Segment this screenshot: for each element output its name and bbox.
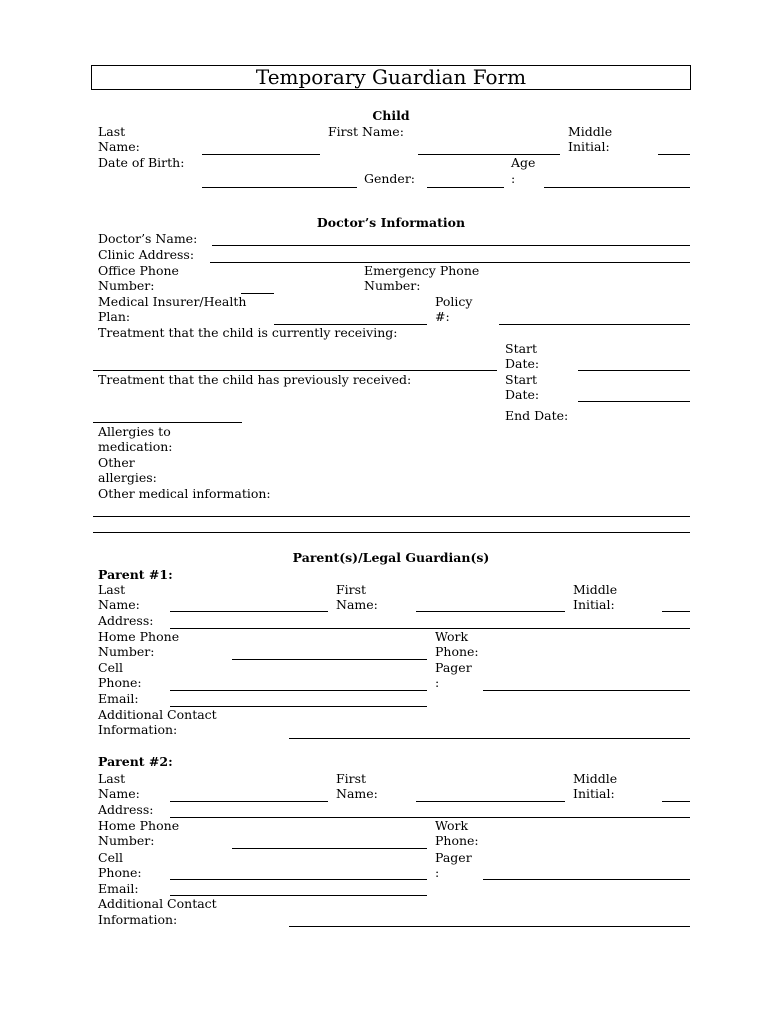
parent1-last-label: Last (98, 582, 126, 597)
insurer-plan-label: Plan: (98, 309, 131, 324)
parent1-cell-phone-field[interactable] (170, 690, 427, 691)
child-gender-field[interactable] (427, 187, 504, 188)
doctor-name-field[interactable] (212, 245, 690, 246)
current-start-label: Start (505, 341, 538, 356)
parent1-heading: Parent #1: (98, 567, 173, 582)
parent2-name-label: Name: (98, 786, 140, 801)
parent1-first-name-label: Name: (336, 597, 378, 612)
parent2-work-phone-label: Phone: (435, 833, 479, 848)
child-heading: Child (372, 108, 410, 123)
child-last-name-field[interactable] (202, 154, 320, 155)
child-dob-label: Date of Birth: (98, 155, 185, 170)
previous-treatment-field[interactable] (93, 422, 242, 423)
insurer-label: Medical Insurer/Health (98, 294, 247, 309)
parent2-pager-label: Pager (435, 850, 472, 865)
parent1-initial-label: Initial: (573, 597, 615, 612)
child-last-label: Last (98, 124, 126, 139)
parent2-home-phone-label: Home Phone (98, 818, 180, 833)
parent2-additional-field[interactable] (289, 926, 690, 927)
parent2-pager-colon: : (435, 865, 440, 880)
parent2-middle-initial-field[interactable] (662, 801, 690, 802)
child-gender-label: Gender: (364, 171, 416, 186)
parent1-email-label: Email: (98, 691, 139, 706)
other-allergies-label: Other (98, 455, 135, 470)
other-medical-field-2[interactable] (93, 532, 690, 533)
form-title: Temporary Guardian Form (255, 65, 527, 89)
child-age-colon: : (511, 171, 516, 186)
previous-start-date-label: Date: (505, 387, 540, 402)
child-first-name-label: First Name: (328, 124, 404, 139)
doctor-heading: Doctor’s Information (316, 215, 466, 230)
allergies-medication-label: Allergies to (98, 424, 171, 439)
office-phone-number-label: Number: (98, 278, 155, 293)
current-start-date-label: Date: (505, 356, 540, 371)
parent2-home-phone-field[interactable] (232, 848, 427, 849)
office-phone-label: Office Phone (98, 263, 179, 278)
doctor-name-label: Doctor’s Name: (98, 231, 198, 246)
parent2-additional-label: Additional Contact (98, 896, 217, 911)
parent1-first-name-field[interactable] (416, 611, 565, 612)
parent1-pager-label: Pager (435, 660, 472, 675)
policy-hash-label: #: (435, 309, 450, 324)
child-name-label: Name: (98, 139, 140, 154)
end-date-label: End Date: (505, 408, 569, 423)
previous-start-date-field[interactable] (578, 401, 690, 402)
parent2-work-label: Work (435, 818, 469, 833)
parent1-work-label: Work (435, 629, 469, 644)
parent1-home-phone-label: Home Phone (98, 629, 180, 644)
parent2-address-field[interactable] (170, 817, 690, 818)
parent2-email-label: Email: (98, 881, 139, 896)
parent2-middle-label: Middle (573, 771, 618, 786)
previous-treatment-label: Treatment that the child has previously received: (98, 372, 412, 387)
parent1-information-label: Information: (98, 722, 178, 737)
current-start-date-field[interactable] (578, 370, 690, 371)
parent2-last-name-field[interactable] (170, 801, 328, 802)
child-age-field[interactable] (544, 187, 690, 188)
guardians-heading: Parent(s)/Legal Guardian(s) (292, 550, 490, 565)
parent1-address-label: Address: (98, 613, 154, 628)
parent1-pager-field[interactable] (483, 690, 690, 691)
parent2-cell-label: Cell (98, 850, 123, 865)
parent1-cell-label: Cell (98, 660, 123, 675)
other-allergies-label-2: allergies: (98, 470, 157, 485)
previous-start-label: Start (505, 372, 538, 387)
child-middle-initial-field[interactable] (658, 154, 690, 155)
parent1-address-field[interactable] (170, 628, 690, 629)
emergency-phone-label: Emergency Phone (364, 263, 480, 278)
parent1-cell-phone-label: Phone: (98, 675, 142, 690)
parent1-last-name-field[interactable] (170, 611, 328, 612)
other-medical-label: Other medical information: (98, 486, 271, 501)
policy-label: Policy (435, 294, 473, 309)
current-treatment-field[interactable] (93, 370, 497, 371)
parent2-cell-phone-field[interactable] (170, 879, 427, 880)
parent1-additional-label: Additional Contact (98, 707, 217, 722)
parent2-initial-label: Initial: (573, 786, 615, 801)
parent2-first-name-field[interactable] (416, 801, 565, 802)
other-medical-field-1[interactable] (93, 516, 690, 517)
parent1-pager-colon: : (435, 675, 440, 690)
allergies-medication-label-2: medication: (98, 439, 173, 454)
parent1-name-label: Name: (98, 597, 140, 612)
policy-field[interactable] (499, 324, 690, 325)
current-treatment-label: Treatment that the child is currently receiving: (98, 325, 398, 340)
parent2-heading: Parent #2: (98, 754, 173, 769)
parent2-home-number-label: Number: (98, 833, 155, 848)
clinic-address-label: Clinic Address: (98, 247, 195, 262)
parent1-middle-initial-field[interactable] (662, 611, 690, 612)
child-middle-label: Middle (568, 124, 613, 139)
parent1-first-label: First (336, 582, 367, 597)
parent2-information-label: Information: (98, 912, 178, 927)
parent2-cell-phone-label: Phone: (98, 865, 142, 880)
child-dob-field[interactable] (202, 187, 357, 188)
parent1-home-number-label: Number: (98, 644, 155, 659)
parent2-first-name-label: Name: (336, 786, 378, 801)
child-initial-label: Initial: (568, 139, 610, 154)
parent1-home-phone-field[interactable] (232, 659, 427, 660)
emergency-phone-number-label: Number: (364, 278, 421, 293)
parent2-first-label: First (336, 771, 367, 786)
child-first-name-field[interactable] (418, 154, 560, 155)
parent1-additional-field[interactable] (289, 738, 690, 739)
child-age-label: Age (511, 155, 536, 170)
parent2-last-label: Last (98, 771, 126, 786)
parent1-middle-label: Middle (573, 582, 618, 597)
parent2-pager-field[interactable] (483, 879, 690, 880)
parent1-work-phone-label: Phone: (435, 644, 479, 659)
parent2-address-label: Address: (98, 802, 154, 817)
